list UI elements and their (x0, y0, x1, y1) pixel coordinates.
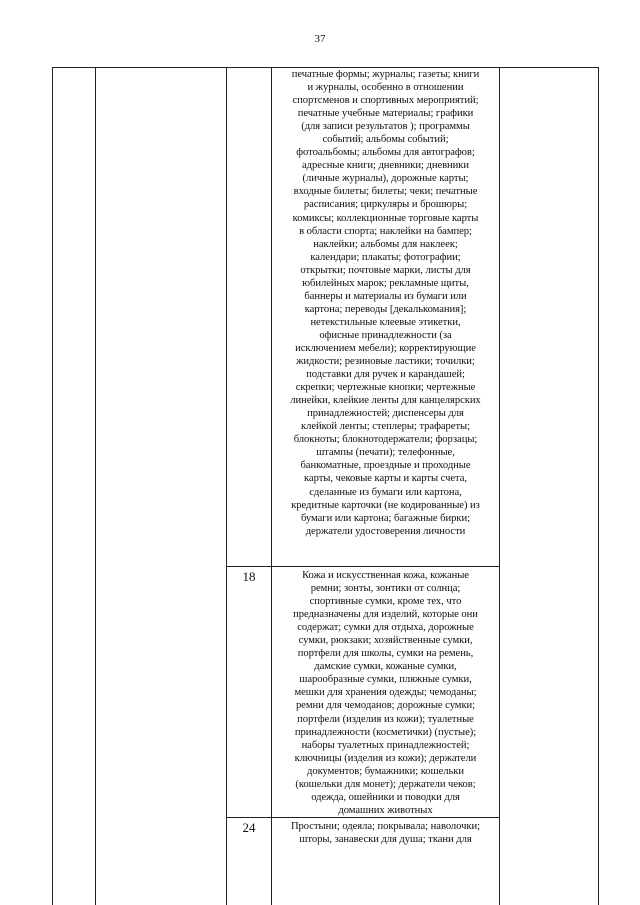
text-line: наклейки; альбомы для наклеек; (313, 238, 458, 250)
text-line: мешки для хранения одежды; чемоданы; (294, 687, 477, 699)
goods-description-continued (272, 68, 499, 538)
text-line: держатели удостоверения личности (305, 525, 466, 537)
text-line: печатные учебные материалы; графики (297, 108, 474, 120)
text-line: клейкой ленты; степлеры; трафареты; (301, 421, 470, 433)
text-line: подставки для ручек и карандашей; (306, 369, 465, 381)
text-line: событий; альбомы событий; (322, 134, 449, 146)
table-border-left (52, 67, 53, 905)
text-line: фотоальбомы; альбомы для автографов; (296, 147, 475, 159)
text-line: штампы (печати); телефонные, (316, 447, 455, 459)
text-line: скрепки; чертежные кнопки; чертежные (295, 382, 476, 394)
table-rule-4 (499, 67, 500, 905)
text-line: спортивные сумки, кроме тех, что (309, 596, 462, 608)
class-number-24: 24 (242, 820, 256, 835)
text-line: юбилейных марок; рекламные щиты, (302, 277, 469, 289)
text-line: исключением мебели); корректирующие (295, 342, 476, 354)
text-line: сумки, рюкзаки; хозяйственные сумки, (298, 635, 473, 647)
text-line: и журналы, особенно в отношении (307, 82, 464, 94)
text-line: баннеры и материалы из бумаги или (304, 290, 467, 302)
text-line: комиксы; коллекционные торговые карты (292, 212, 479, 224)
text-line: спортсменов и спортивных мероприятий; (292, 95, 479, 107)
text-line: шторы, занавески для душа; ткани для (299, 834, 472, 846)
text-line: кредитные карточки (не кодированные) из (291, 499, 480, 511)
goods-description-class-18 (272, 569, 499, 817)
class-number-18: 18 (242, 569, 256, 584)
text-line: содержат; сумки для отдыха, дорожные (297, 622, 474, 634)
text-line: адресные книги; дневники; дневники (301, 160, 469, 172)
text-line: (кошельки для монет); держатели чеков; (295, 778, 476, 790)
text-line: дамские сумки, кожаные сумки, (314, 661, 457, 673)
text-line: банкоматные, проездные и проходные (300, 460, 471, 472)
text-line: картона; переводы [декалькомания]; (304, 303, 467, 315)
text-line: наборы туалетных принадлежностей; (301, 739, 470, 751)
text-line: расписания; циркуляры и брошюры; (303, 199, 468, 211)
text-line: предназначены для изделий, которые они (293, 609, 478, 621)
text-line: бумаги или картона; багажные бирки; (301, 512, 470, 524)
text-line: принадлежностей; диспенсеры для (307, 408, 464, 420)
text-line: открытки; почтовые марки, листы для (300, 264, 471, 276)
table-border-right (598, 67, 599, 905)
text-line: одежда, ошейники и поводки для (311, 791, 460, 803)
row-divider-24 (226, 817, 499, 818)
row-divider-18 (226, 566, 499, 567)
text-line: жидкости; резиновые ластики; точилки; (296, 356, 475, 368)
text-line: документов; бумажники; кошельки (307, 765, 464, 777)
text-line: ремни; зонты, зонтики от солнца; (310, 583, 461, 595)
text-line: нетекстильные клеевые этикетки, (310, 316, 461, 328)
text-line: офисные принадлежности (за (319, 329, 452, 341)
text-line: домашних животных (338, 804, 433, 816)
text-line: портфели (изделия из кожи); туалетные (297, 713, 474, 725)
text-line: входные билеты; билеты; чеки; печатные (293, 186, 478, 198)
text-line: линейки, клейкие ленты для канцелярских (290, 395, 481, 407)
text-line: ремни для чемоданов; дорожные сумки; (295, 700, 476, 712)
text-line: Кожа и искусственная кожа, кожаные (302, 570, 469, 581)
text-line: карты, чековые карты и карты счета, (304, 473, 467, 485)
text-line: в области спорта; наклейки на бампер; (299, 225, 472, 237)
goods-description-class-24 (272, 820, 499, 846)
page-number: 37 (314, 33, 326, 45)
text-line: принадлежности (косметички) (пустые); (294, 726, 477, 738)
table-rule-1 (95, 67, 96, 905)
text-line: портфели для школы, сумки на ремень, (297, 648, 474, 660)
text-line: Простыни; одеяла; покрывала; наволочки; (290, 821, 481, 832)
text-line: печатные формы; журналы; газеты; книги (291, 69, 480, 80)
text-line: блокноты; блокнотодержатели; форзацы; (293, 434, 478, 446)
text-line: (для записи результатов ); программы (301, 121, 470, 133)
text-line: (личные журналы), дорожные карты; (302, 173, 469, 185)
text-line: сделанные из бумаги или картона, (309, 486, 462, 498)
text-line: календари; плакаты; фотографии; (310, 251, 461, 263)
text-line: ключницы (изделия из кожи); держатели (294, 752, 477, 764)
text-line: шарообразные сумки, пляжные сумки, (299, 674, 472, 686)
table-rule-2 (226, 67, 227, 905)
